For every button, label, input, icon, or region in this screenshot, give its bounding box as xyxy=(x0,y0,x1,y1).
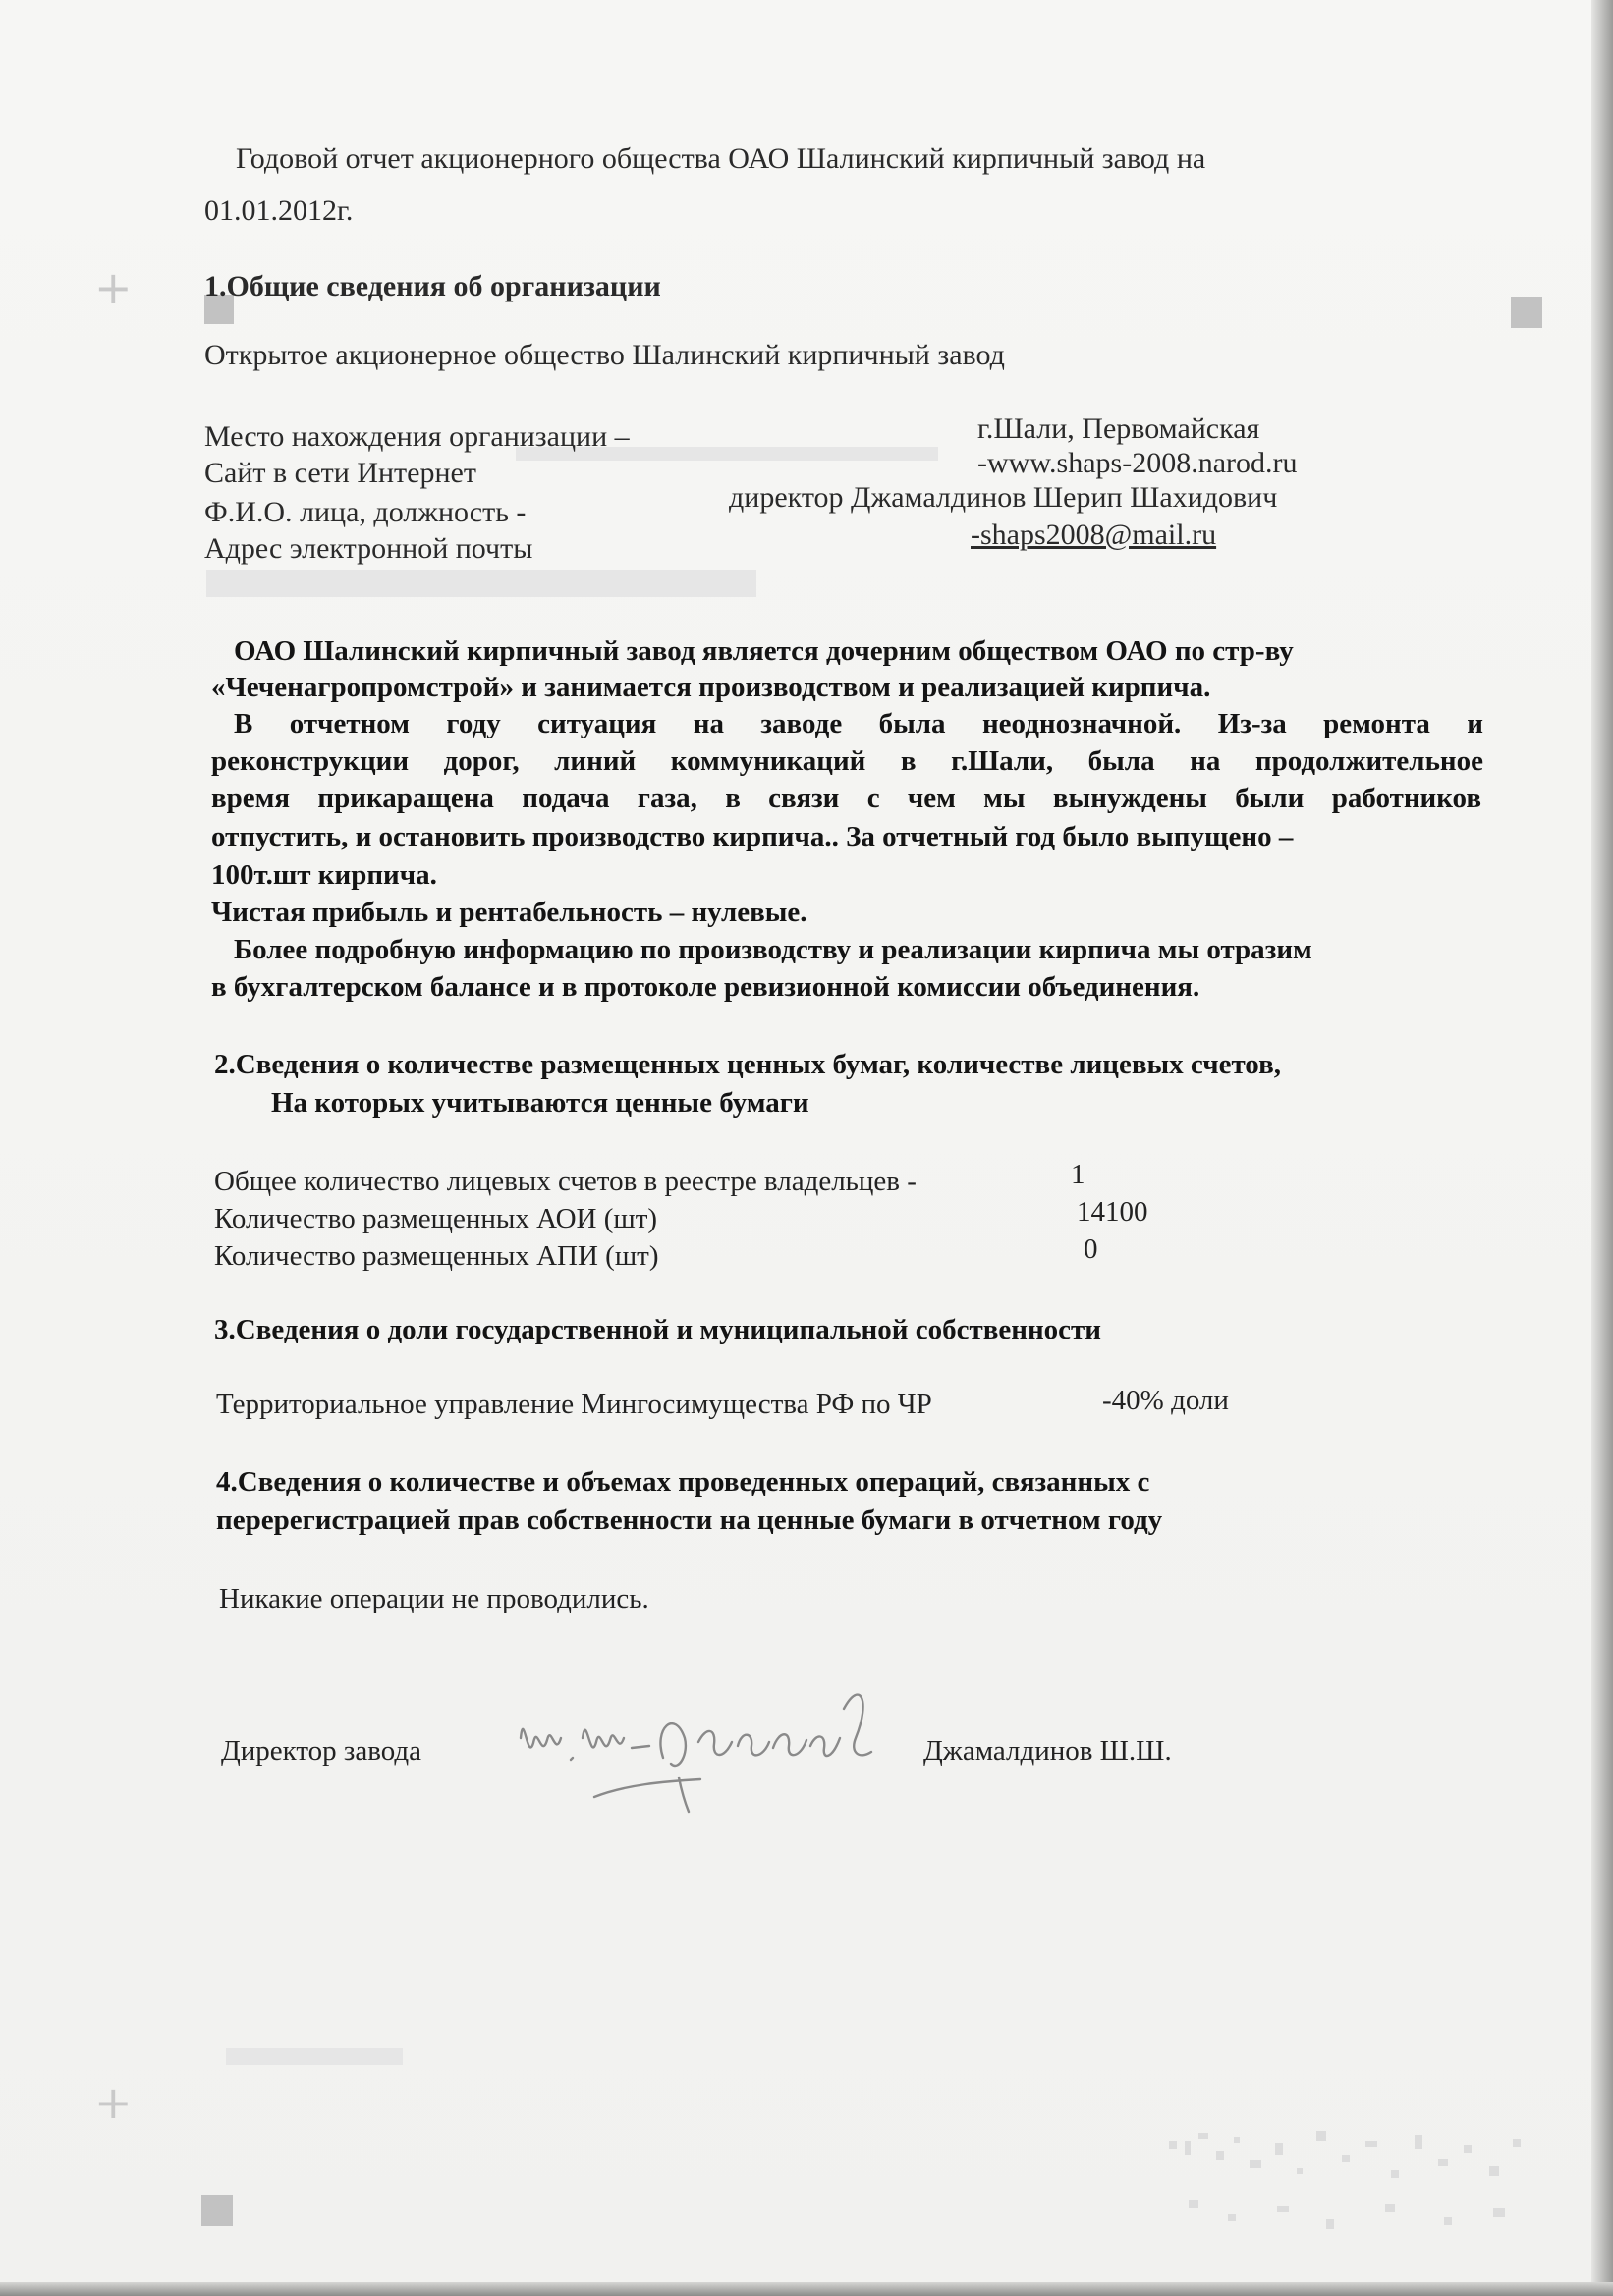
report-title-line-2: 01.01.2012г. xyxy=(204,194,354,227)
operations-text: Никакие операции не проводились. xyxy=(219,1583,649,1614)
report-title-line-1: Годовой отчет акционерного общества ОАО Шалинский кирпичный завод на xyxy=(236,142,1206,175)
bleed-through xyxy=(206,570,756,597)
bleed-through xyxy=(226,2048,403,2065)
scan-mark xyxy=(1511,297,1542,328)
registration-mark: + xyxy=(94,261,133,314)
scan-mark xyxy=(201,2195,233,2226)
api-label: Количество размещенных АПИ (шт) xyxy=(214,1240,659,1272)
info-value-email: -shaps2008@mail.ru xyxy=(971,519,1217,551)
info-label-website: Сайт в сети Интернет xyxy=(204,457,476,489)
aoi-label: Количество размещенных АОИ (шт) xyxy=(214,1203,658,1234)
body-line: ОАО Шалинский кирпичный завод является дочерним обществом ОАО по стр-ву xyxy=(234,635,1294,667)
body-line: Более подробную информацию по производству и реализации кирпича мы отразим xyxy=(234,934,1312,965)
section-3-heading: 3.Сведения о доли государственной и муниципальной собственности xyxy=(214,1314,1101,1345)
body-line: отпустить, и остановить производство кирпича.. За отчетный год было выпущено – xyxy=(211,821,1294,852)
handwritten-signature xyxy=(506,1669,909,1817)
body-line: Чистая прибыль и рентабельность – нулевые. xyxy=(211,897,807,928)
registration-mark: + xyxy=(94,2076,133,2129)
section-1-heading: 1.Общие сведения об организации xyxy=(204,270,661,302)
state-share-label: Территориальное управление Мингосимущества РФ по ЧР xyxy=(216,1389,932,1420)
info-value-website: -www.shaps-2008.narod.ru xyxy=(977,447,1298,479)
section-2-heading: 2.Сведения о количестве размещенных ценных бумаг, количестве лицевых счетов, xyxy=(214,1049,1281,1080)
org-name: Открытое акционерное общество Шалинский кирпичный завод xyxy=(204,339,1005,371)
info-label-person: Ф.И.О. лица, должность - xyxy=(204,496,527,528)
info-label-email: Адрес электронной почты xyxy=(204,532,533,565)
scan-edge-bottom xyxy=(0,2282,1613,2296)
section-2-heading-cont: На которых учитываются ценные бумаги xyxy=(271,1087,809,1119)
body-line: «Чеченагропромстрой» и занимается производством и реализацией кирпича. xyxy=(211,672,1211,703)
state-share-value: -40% доли xyxy=(1102,1385,1229,1416)
api-value: 0 xyxy=(1084,1233,1098,1265)
info-value-location: г.Шали, Первомайская xyxy=(977,412,1260,445)
scan-artifact xyxy=(1159,2111,1552,2259)
scan-edge-right xyxy=(1591,0,1613,2296)
section-4-heading-cont: перерегистрацией прав собственности на ценные бумаги в отчетном году xyxy=(216,1504,1163,1536)
body-line: реконструкции дорог, линий коммуникаций в г.Шали, была на продолжительное xyxy=(211,745,1483,777)
info-label-location: Место нахождения организации – xyxy=(204,420,630,453)
body-line: В отчетном году ситуация на заводе была неоднозначной. Из-за ремонта и xyxy=(234,708,1483,739)
body-line: в бухгалтерском балансе и в протоколе ревизионной комиссии объединения. xyxy=(211,971,1200,1003)
body-line: 100т.шт кирпича. xyxy=(211,859,437,891)
body-line: время прикаращена подача газа, в связи с чем мы вынуждены были работников xyxy=(211,783,1481,814)
signer-title: Директор завода xyxy=(221,1735,422,1767)
accounts-label: Общее количество лицевых счетов в реестре владельцев - xyxy=(214,1166,917,1197)
accounts-value: 1 xyxy=(1071,1159,1085,1190)
aoi-value: 14100 xyxy=(1077,1196,1148,1228)
section-4-heading: 4.Сведения о количестве и объемах проведенных операций, связанных с xyxy=(216,1466,1150,1498)
signer-name: Джамалдинов Ш.Ш. xyxy=(923,1735,1172,1767)
info-value-person: директор Джамалдинов Шерип Шахидович xyxy=(729,481,1278,514)
